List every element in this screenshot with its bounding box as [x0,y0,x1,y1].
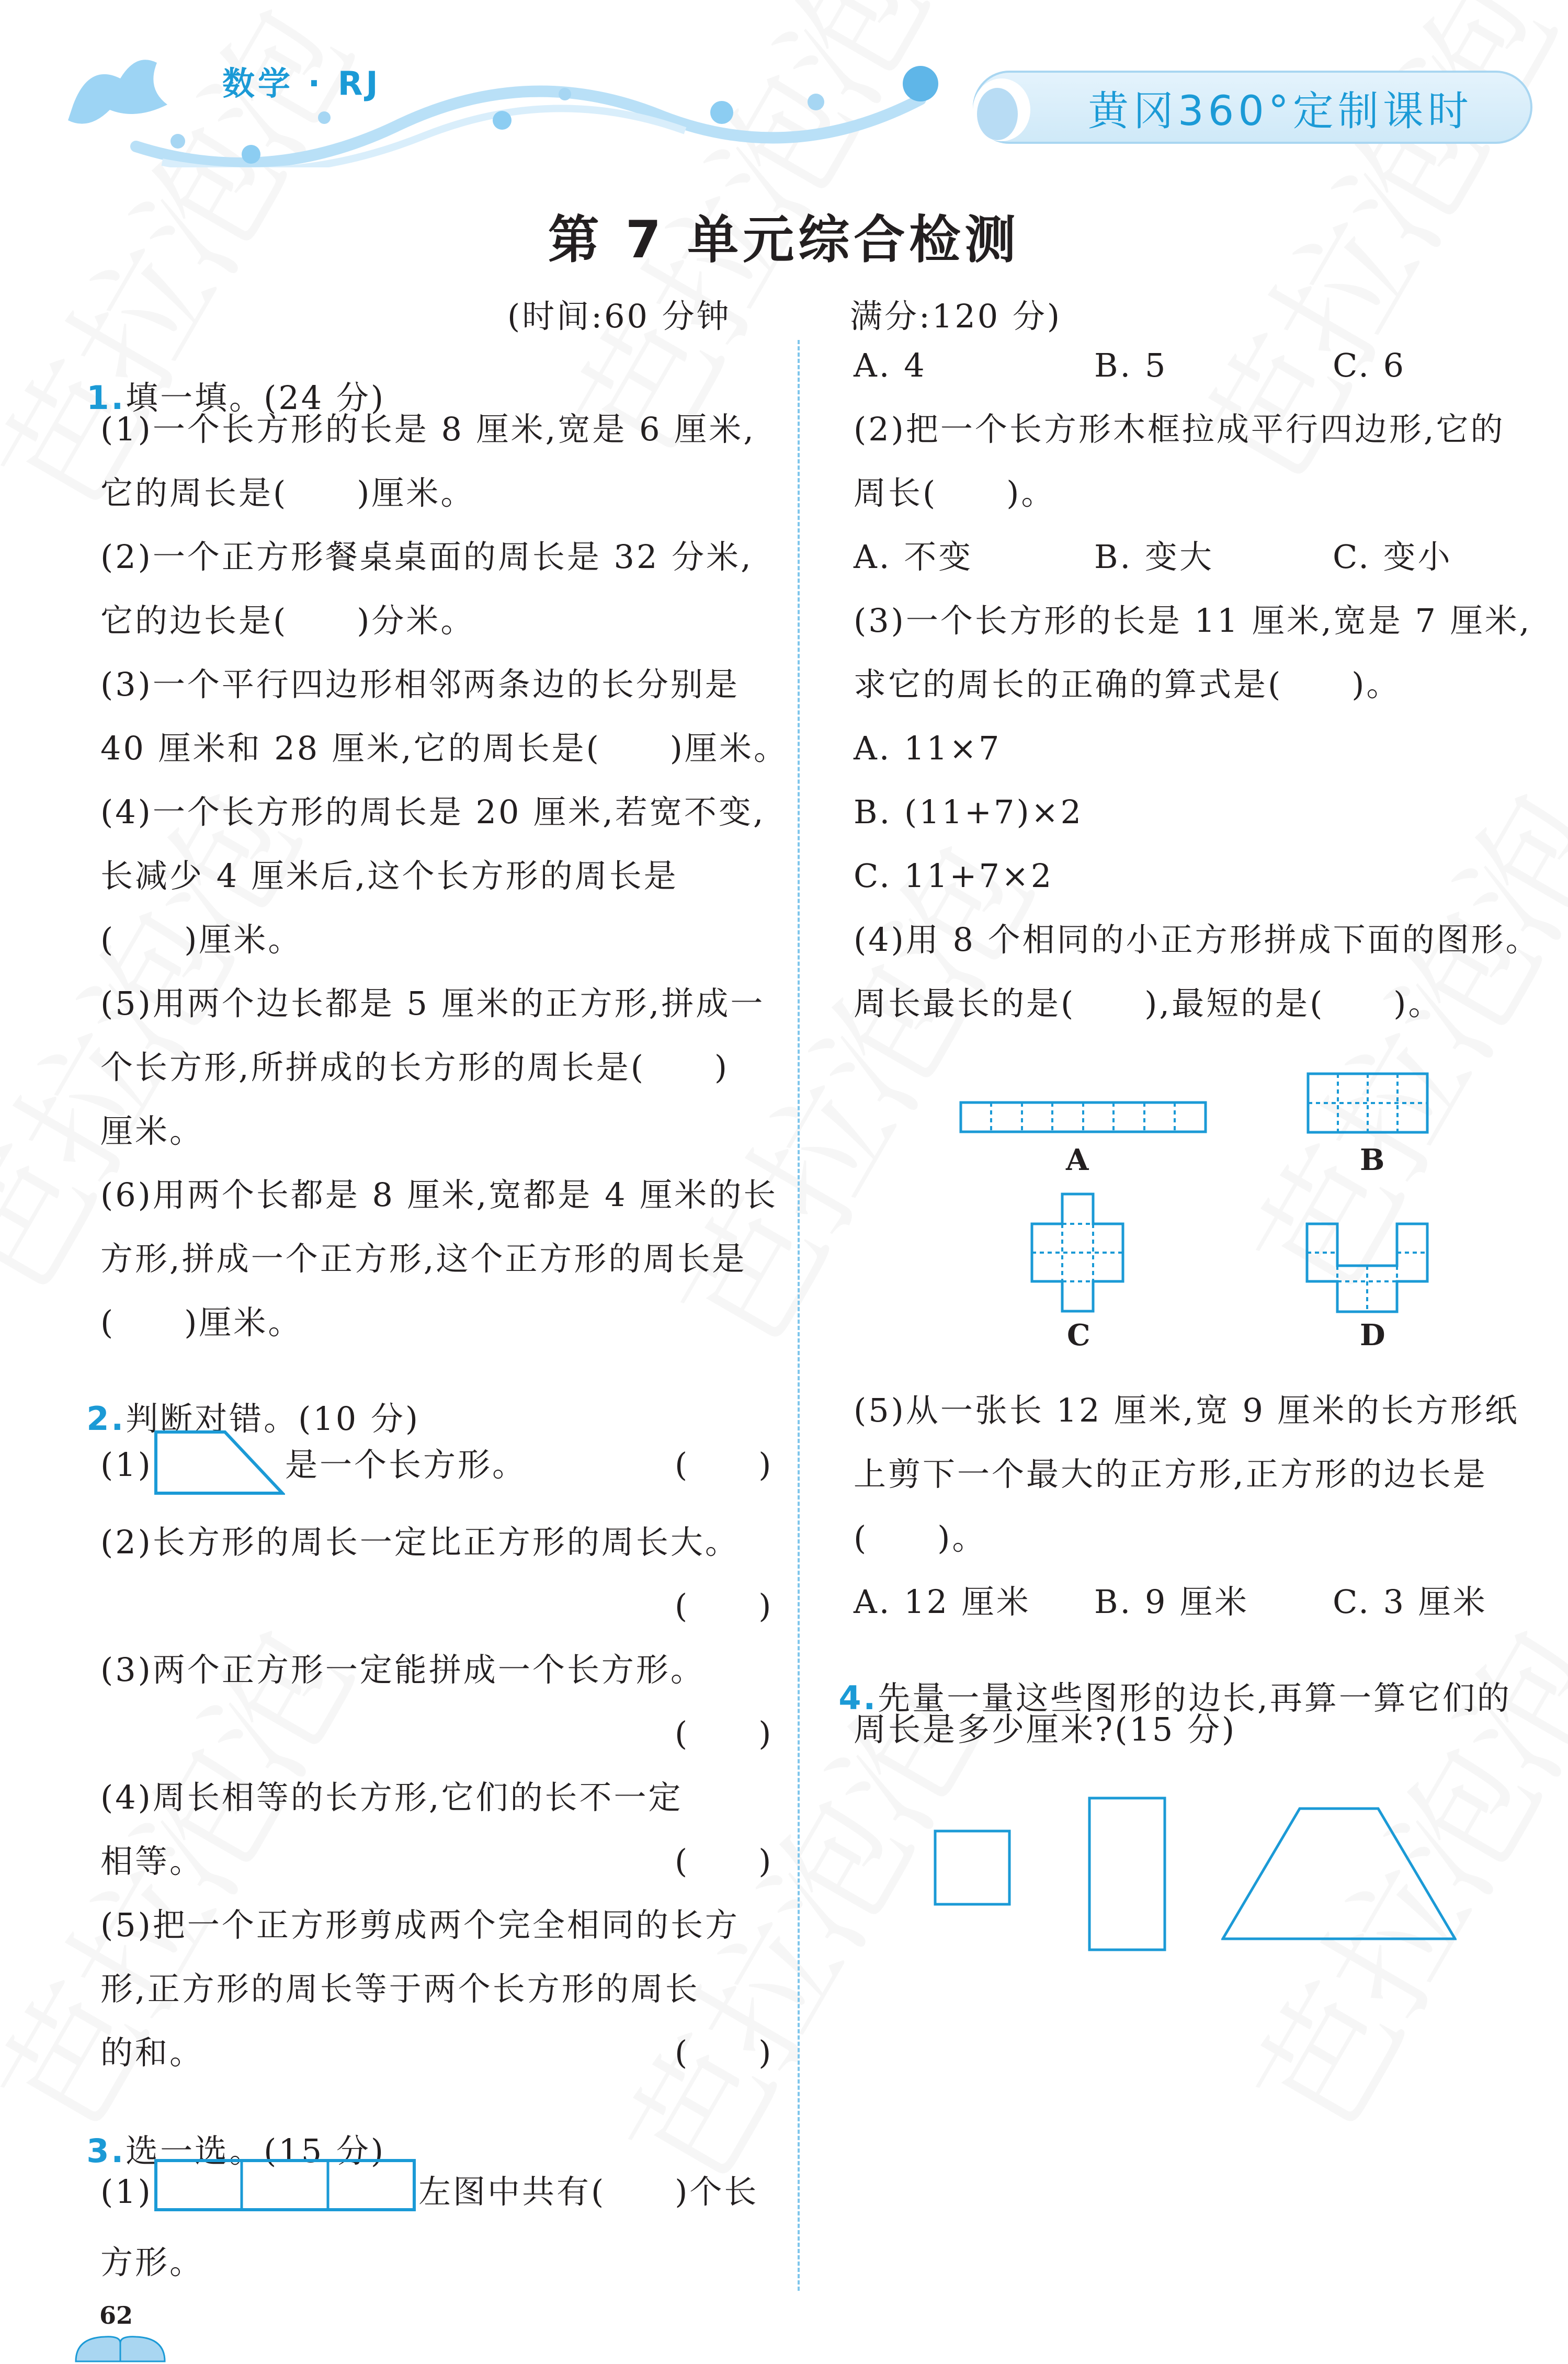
q3-item3-text: (3)一个长方形的长是 11 厘米,宽是 7 厘米, [854,601,1532,640]
question-number: 2. [86,1400,126,1438]
option-c[interactable]: C. 变小 [1333,538,1452,576]
figure-d [1305,1222,1429,1314]
option-c[interactable]: C. 11+7×2 [854,857,1054,895]
q2-item5-text: 形,正方形的周长等于两个长方形的周长 [100,1970,700,2008]
q3-item5-text: ( )。 [854,1519,987,1557]
option-b[interactable]: B. (11+7)×2 [854,793,1084,831]
column-divider [798,340,800,2291]
q1-line: 它的边长是( )分米。 [100,601,475,640]
q4-heading [814,1650,1512,1717]
question-number: 1. [86,379,126,417]
q3-item1-text: 方形。 [100,2243,204,2281]
page-title: 第 7 单元综合检测 [548,210,1020,270]
figure-c-label: C [1067,1318,1090,1353]
q2-item1-text: 是一个长方形。 [285,1446,527,1484]
q2-item5-text: (5)把一个正方形剪成两个完全相同的长方 [100,1906,740,1944]
q2-item1-prefix: (1) [100,1446,153,1484]
q2-item5-text: 的和。 [100,2033,204,2072]
question-title: 填一填。(24 分) [126,379,386,417]
book-icon [73,2333,167,2364]
watermark [0,755,336,1323]
q1-line: 个长方形,所拼成的长方形的周长是( ) [100,1048,730,1086]
bird-and-bubbles-icon [31,31,973,167]
q1-line: ( )厘米。 [100,920,303,959]
q3-heading [62,2102,386,2170]
answer-blank[interactable]: ( ) [675,2033,774,2072]
q1-line: (2)一个正方形餐桌桌面的周长是 32 分米, [100,538,753,576]
option-a[interactable]: A. 4 [854,346,927,384]
three-rectangles-figure [154,2159,416,2211]
q3-item1-prefix: (1) [100,2173,153,2211]
exam-score: 满分:120 分) [850,297,1062,335]
q1-line: 方形,拼成一个正方形,这个正方形的周长是 [100,1240,747,1278]
option-b[interactable]: B. 9 厘米 [1094,1583,1249,1621]
q1-line: (5)用两个边长都是 5 厘米的正方形,拼成一 [100,984,765,1022]
header-decoration [31,31,973,167]
q2-item4-text: 相等。 [100,1842,204,1880]
q3-item3-text: 求它的周长的正确的算式是( )。 [854,665,1401,703]
q1-line: (4)一个长方形的周长是 20 厘米,若宽不变, [100,793,766,831]
figure-d-label: D [1360,1318,1385,1353]
square-shape [934,1829,1011,1906]
answer-blank[interactable]: ( ) [675,1842,774,1880]
q2-item4-text: (4)周长相等的长方形,它们的长不一定 [100,1778,683,1816]
q3-item4-text: (4)用 8 个相同的小正方形拼成下面的图形。 [854,920,1540,959]
q3-item2-text: (2)把一个长方形木框拉成平行四边形,它的 [854,410,1505,448]
q1-line: 40 厘米和 28 厘米,它的周长是( )厘米。 [100,729,788,767]
answer-blank[interactable]: ( ) [675,1446,774,1484]
option-c[interactable]: C. 3 厘米 [1333,1583,1487,1621]
figure-c [1030,1192,1124,1313]
page-number: 62 [99,2301,133,2329]
option-a[interactable]: A. 不变 [854,538,973,576]
q1-line: 它的周长是( )厘米。 [100,474,475,512]
q2-item3-text: (3)两个正方形一定能拼成一个长方形。 [100,1651,705,1689]
q1-heading [62,349,386,417]
banner-circle-inner-decoration [977,88,1018,140]
q4-heading-cont: 周长是多少厘米?(15 分) [854,1710,1237,1748]
exam-time: (时间:60 分钟 [507,297,731,335]
option-a[interactable]: A. 12 厘米 [854,1583,1031,1621]
trapezoid-figure [154,1430,285,1496]
answer-blank[interactable]: ( ) [675,1587,774,1625]
figure-a-label: A [1066,1143,1089,1177]
figure-b [1306,1072,1429,1134]
q3-item4-text: 周长最长的是( ),最短的是( )。 [854,984,1443,1022]
question-number: 4. [838,1679,878,1717]
question-title: 选一选。(15 分) [126,2132,386,2170]
q1-line: 厘米。 [100,1112,204,1150]
q3-item2-text: 周长( )。 [854,474,1056,512]
q1-line: (3)一个平行四边形相邻两条边的长分别是 [100,665,740,703]
series-title: 黄冈360°定制课时 [1088,88,1473,135]
option-b[interactable]: B. 5 [1094,346,1168,384]
q1-line: ( )厘米。 [100,1303,303,1342]
q1-line: (1)一个长方形的长是 8 厘米,宽是 6 厘米, [100,410,756,448]
question-title: 先量一量这些图形的边长,再算一算它们的 [878,1679,1512,1717]
subject-label: 数学 · RJ [222,64,381,103]
figure-a [959,1101,1208,1133]
q2-heading [62,1370,421,1438]
option-a[interactable]: A. 11×7 [854,729,1002,767]
trapezoid-shape [1221,1807,1457,1940]
answer-blank[interactable]: ( ) [675,1714,774,1753]
q3-item5-text: 上剪下一个最大的正方形,正方形的边长是 [854,1455,1487,1493]
question-number: 3. [86,2132,126,2170]
option-c[interactable]: C. 6 [1333,346,1406,384]
q1-line: 长减少 4 厘米后,这个长方形的周长是 [100,857,678,895]
question-title: 判断对错。(10 分) [126,1400,421,1438]
q3-item5-text: (5)从一张长 12 厘米,宽 9 厘米的长方形纸 [854,1391,1519,1429]
figure-b-label: B [1360,1143,1385,1177]
q3-item1-text: 左图中共有( )个长 [418,2173,759,2211]
q1-line: (6)用两个长都是 8 厘米,宽都是 4 厘米的长 [100,1176,778,1214]
q2-item2-text: (2)长方形的周长一定比正方形的周长大。 [100,1523,740,1561]
rectangle-shape [1088,1797,1166,1951]
option-b[interactable]: B. 变大 [1094,538,1214,576]
